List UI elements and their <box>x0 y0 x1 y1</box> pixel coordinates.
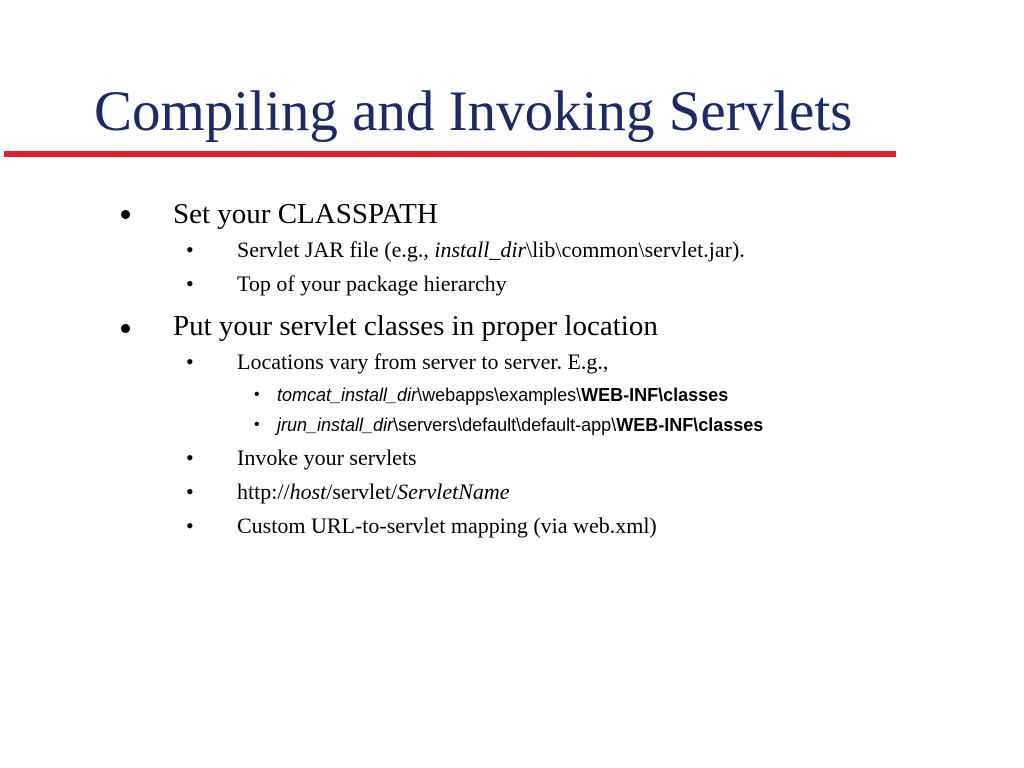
bullet-dot-icon <box>121 324 130 333</box>
url-servlet-name: ServletName <box>397 479 510 504</box>
sub-sub-bullet-icon: • <box>254 416 260 433</box>
sub-bullet-custom-mapping: Custom URL-to-servlet mapping (via web.xml) <box>237 513 657 538</box>
bullet-location: Put your servlet classes in proper location <box>173 310 658 342</box>
sub-bullet-icon: • <box>186 271 194 296</box>
sub-bullet-invoke: Invoke your servlets <box>237 445 417 470</box>
sub-bullet-icon: • <box>186 237 194 262</box>
sub-bullet-icon: • <box>186 349 194 374</box>
tomcat-web-inf: WEB-INF\classes <box>581 385 729 405</box>
sub-bullet-icon: • <box>186 513 194 538</box>
path-tomcat <box>277 384 728 406</box>
url-host: host <box>289 479 327 504</box>
jrun-path-mid: \servers\default\default-app\ <box>393 415 617 435</box>
url-servlet-path: /servlet/ <box>326 479 398 504</box>
jar-install-dir: install_dir <box>434 237 527 262</box>
url-scheme: http:// <box>237 479 290 504</box>
title-underline <box>4 151 896 157</box>
bullet-classpath: Set your CLASSPATH <box>173 198 438 230</box>
tomcat-path-mid: \webapps\examples\ <box>417 385 582 405</box>
jrun-install-dir: jrun_install_dir <box>277 415 394 435</box>
sub-bullet-url <box>237 479 510 505</box>
path-jrun <box>277 414 763 436</box>
sub-bullet-icon: • <box>186 445 194 470</box>
sub-bullet-package-hierarchy: Top of your package hierarchy <box>237 271 507 296</box>
bullet-dot-icon <box>121 210 130 219</box>
jar-text-post: \lib\common\servlet.jar). <box>526 237 745 262</box>
sub-bullet-icon: • <box>186 479 194 504</box>
sub-sub-bullet-icon: • <box>254 386 260 403</box>
slide-title: Compiling and Invoking Servlets <box>94 80 853 143</box>
sub-bullet-servlet-jar <box>237 237 745 263</box>
jrun-web-inf: WEB-INF\classes <box>616 415 764 435</box>
jar-text-pre: Servlet JAR file (e.g., <box>237 237 435 262</box>
tomcat-install-dir: tomcat_install_dir <box>277 385 418 405</box>
sub-bullet-locations-vary: Locations vary from server to server. E.g., <box>237 349 609 374</box>
